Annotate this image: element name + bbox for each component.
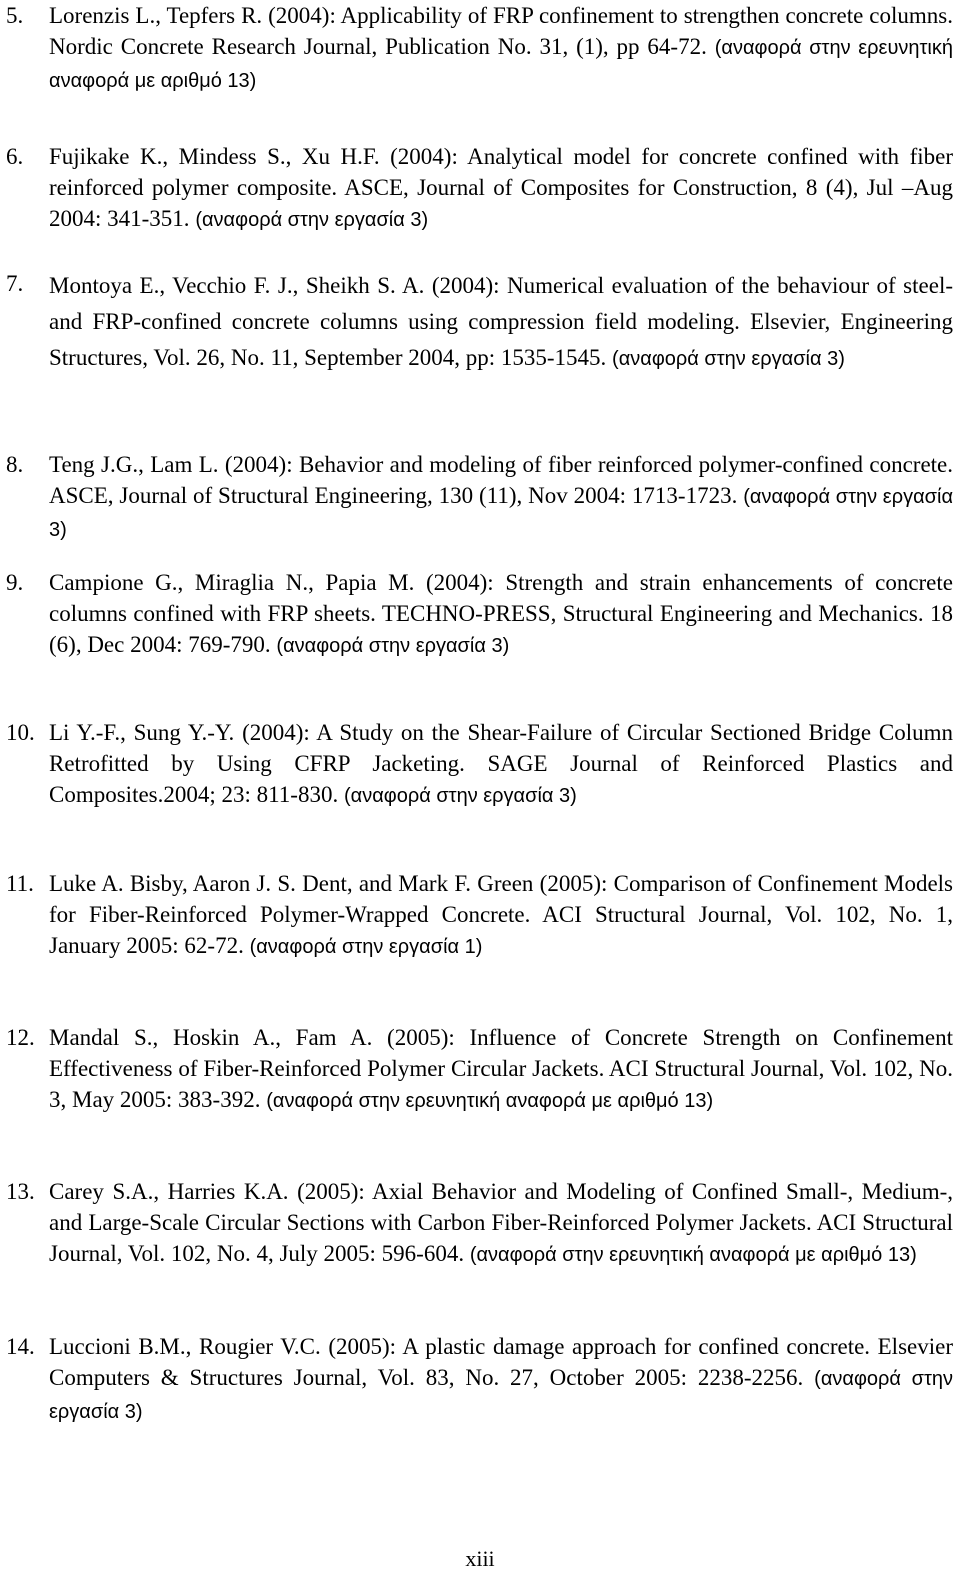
reference-item [6,567,953,662]
reference-body [49,868,953,963]
reference-item [6,0,953,97]
reference-number: 13. [6,1179,35,1204]
reference-number: 12. [6,1025,35,1050]
reference-body [49,449,953,546]
reference-note: (αναφορά στην εργασία 3) [612,348,845,370]
reference-item [6,141,953,236]
reference-note: (αναφορά στην εργασία 3) [343,785,577,807]
reference-item [6,868,953,963]
reference-text: Carey S.A., Harries K.A. (2005): Axial Behavior and Modeling of Confined Small-, Medium-, and Large-Scale Circular Sections with Carbon Fiber-Reinforced Polymer Jackets. ACI Structural Journal, Vol. 102, No. 4, July 2005: 596-604. [49,1179,953,1266]
reference-note: (αναφορά στην ερευνητική αναφορά με αριθμό 13) [469,1244,917,1266]
reference-text: Fujikake K., Mindess S., Xu H.F. (2004): Analytical model for concrete confined with fiber reinforced polymer composite. ASCE, Journal of Composites for Construction, 8 (4), Jul –Aug 2004: 341-351. [49,144,953,231]
reference-number: 6. [6,144,24,169]
reference-body [49,268,953,377]
reference-body [49,141,953,236]
reference-body [49,1331,953,1428]
reference-body [49,717,953,812]
reference-item [6,1331,953,1428]
reference-text: Luccioni B.M., Rougier V.C. (2005): A plastic damage approach for confined concrete. Elsevier Computers & Structures Journal, Vol. 83, No. 27, October 2005: 2238-2256. [49,1334,953,1390]
reference-note: (αναφορά στην εργασία 3) [276,635,510,657]
reference-body [49,0,953,97]
reference-number: 10. [6,720,35,745]
reference-text: Teng J.G., Lam L. (2004): Behavior and modeling of fiber reinforced polymer-confined concrete. ASCE, Journal of Structural Engineering, 130 (11), Nov 2004: 1713-1723. [49,452,953,508]
reference-body [49,1176,953,1271]
reference-note: (αναφορά στην εργασία 3) [49,486,954,541]
reference-text: Campione G., Miraglia N., Papia M. (2004): Strength and strain enhancements of concrete columns confined with FRP sheets. TECHNO-PRESS, Structural Engineering and Mechanics. 18 (6), Dec 2004: 769-790. [49,570,953,657]
reference-body [49,567,953,662]
reference-text: Li Y.-F., Sung Y.-Y. (2004): A Study on the Shear-Failure of Circular Sectioned Bridge Column Retrofitted by Using CFRP Jacketing. SAGE Journal of Reinforced Plastics and Composites.2004; 23: 811-830. [49,720,953,807]
reference-note: (αναφορά στην εργασία 1) [249,936,483,958]
reference-item [6,717,953,812]
reference-note: (αναφορά στην εργασία 3) [195,209,429,231]
reference-number: 11. [6,871,34,896]
reference-item [6,268,953,377]
reference-item [6,1176,953,1271]
reference-number: 9. [6,570,24,595]
reference-number: 7. [6,271,24,296]
reference-body [49,1022,953,1117]
page-number: xiii [465,1546,495,1571]
reference-note: (αναφορά στην εργασία 3) [49,1368,954,1423]
reference-text: Mandal S., Hoskin A., Fam A. (2005): Influence of Concrete Strength on Confinement Effectiveness of Fiber-Reinforced Polymer Circular Jackets. ACI Structural Journal, Vol. 102, No. 3, May 2005: 383-392. [49,1025,953,1112]
reference-item [6,449,953,546]
reference-note: (αναφορά στην ερευνητική αναφορά με αριθμό 13) [49,37,953,92]
reference-note: (αναφορά στην ερευνητική αναφορά με αριθμό 13) [266,1090,714,1112]
reference-number: 8. [6,452,24,477]
reference-text: Luke A. Bisby, Aaron J. S. Dent, and Mark F. Green (2005): Comparison of Confinement Models for Fiber-Reinforced Polymer-Wrapped Concrete. ACI Structural Journal, Vol. 102, No. 1, January 2005: 62-72. [49,871,953,958]
reference-number: 5. [6,3,24,28]
reference-item [6,1022,953,1117]
reference-text: Lorenzis L., Tepfers R. (2004): Applicability of FRP confinement to strengthen concrete columns. Nordic Concrete Research Journal, Publication No. 31, (1), pp 64-72. [49,3,953,59]
reference-text: Montoya E., Vecchio F. J., Sheikh S. A. (2004): Numerical evaluation of the behaviour of steel- and FRP-confined concrete columns using compression field modeling. Elsevier, Engineering Structures, Vol. 26, No. 11, September 2004, pp: 1535-1545. [49,273,953,370]
reference-number: 14. [6,1334,35,1359]
